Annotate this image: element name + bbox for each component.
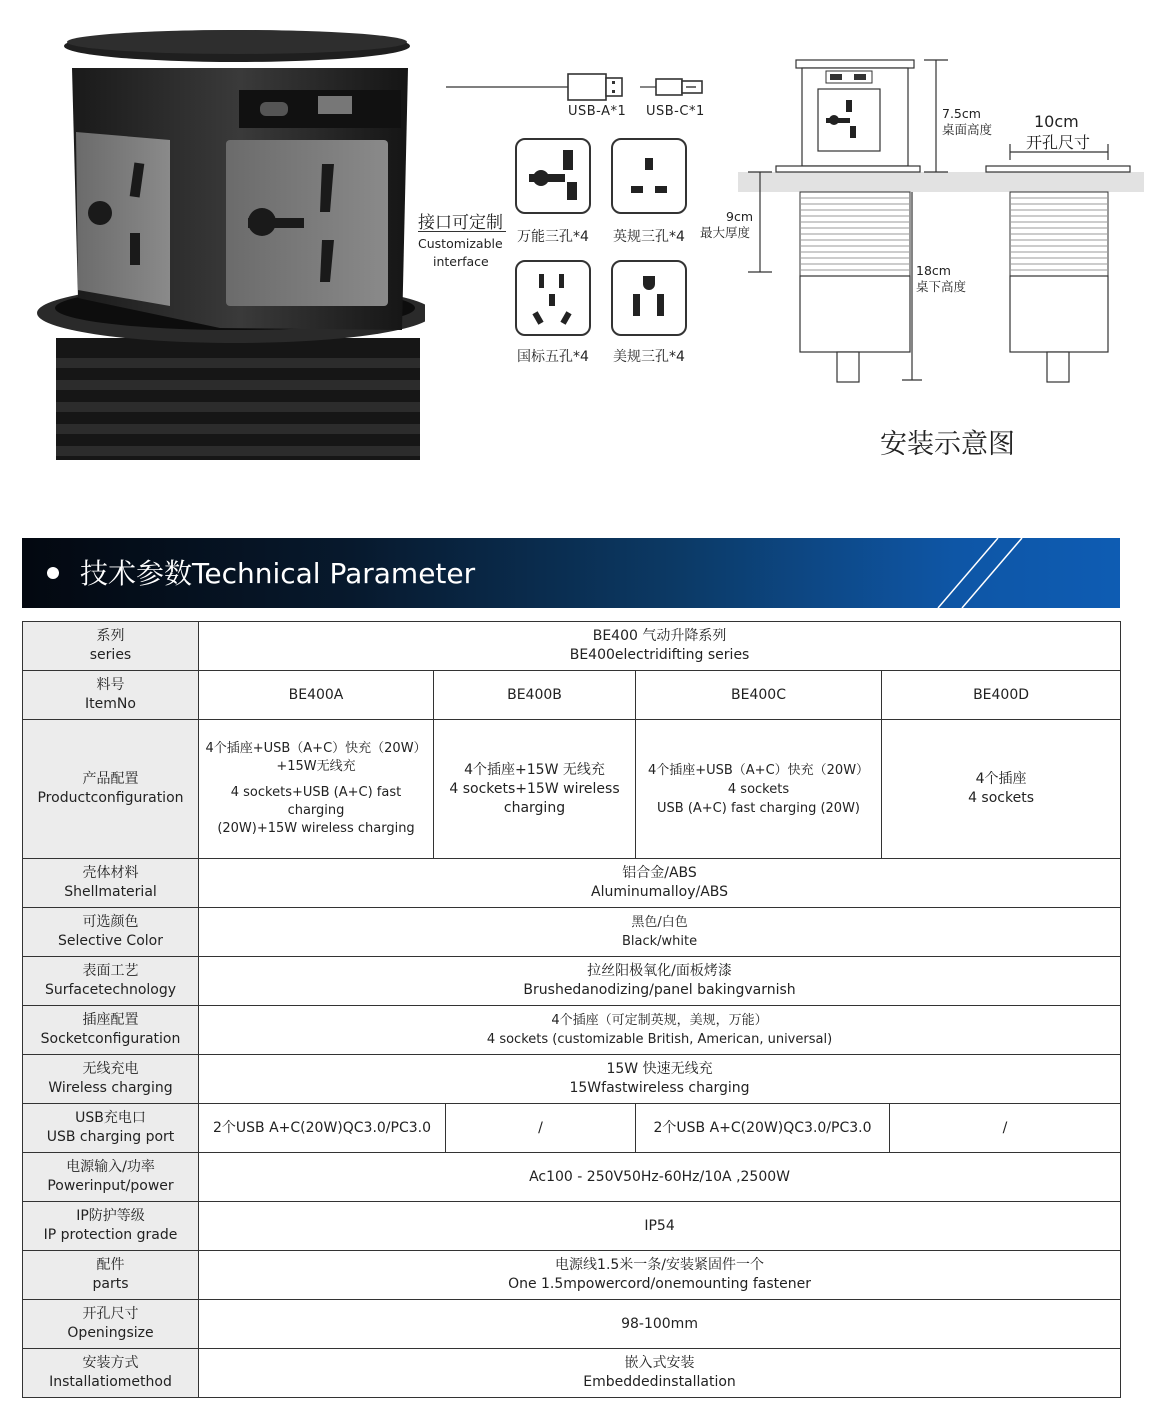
british-socket-icon bbox=[611, 138, 687, 214]
american-socket-icon bbox=[611, 260, 687, 336]
dim-9-label: 最大厚度 bbox=[700, 225, 751, 240]
usb-b: / bbox=[446, 1104, 636, 1153]
table-row bbox=[23, 720, 1121, 859]
usb-c-label: USB-C*1 bbox=[646, 104, 705, 119]
installation-caption: 安装示意图 bbox=[880, 429, 1015, 460]
spec-table bbox=[22, 621, 1121, 1398]
row-label-socket-config: 插座配置 Socketconfiguration bbox=[23, 1006, 199, 1055]
socket-label-american: 美规三孔*4 bbox=[613, 349, 685, 365]
dim-18-value: 18cm bbox=[916, 263, 951, 278]
table-row bbox=[23, 1104, 1121, 1153]
customizable-en-1: Customizable bbox=[418, 236, 503, 251]
color-value: 黑色/白色 Black/white bbox=[199, 908, 1121, 957]
item-no-b: BE400B bbox=[434, 671, 636, 720]
item-no-a: BE400A bbox=[199, 671, 434, 720]
table-row bbox=[23, 1349, 1121, 1398]
row-label-item-no: 料号 ItemNo bbox=[23, 671, 199, 720]
table-row bbox=[23, 1300, 1121, 1349]
installation-diagram bbox=[738, 56, 1144, 386]
table-row bbox=[23, 1055, 1121, 1104]
section-banner bbox=[22, 538, 1120, 608]
table-row bbox=[23, 957, 1121, 1006]
dim-9-value: 9cm bbox=[726, 209, 754, 224]
banner-slash-decoration bbox=[932, 538, 1052, 608]
socket-label-british: 英规三孔*4 bbox=[613, 229, 685, 245]
item-no-d: BE400D bbox=[882, 671, 1121, 720]
row-label-wireless: 无线充电 Wireless charging bbox=[23, 1055, 199, 1104]
opening-value: 98-100mm bbox=[199, 1300, 1121, 1349]
dim-7-5-value: 7.5cm bbox=[942, 106, 981, 121]
config-a: 4个插座+USB（A+C）快充（20W） +15W无线充 4 sockets+USB (A+C) fast charging (20W)+15W wireless charging bbox=[199, 720, 434, 859]
wireless-value: 15W 快速无线充 15Wfastwireless charging bbox=[199, 1055, 1121, 1104]
config-c: 4个插座+USB（A+C）快充（20W） 4 sockets USB (A+C) fast charging (20W) bbox=[636, 720, 882, 859]
table-row bbox=[23, 1006, 1121, 1055]
config-d: 4个插座 4 sockets bbox=[882, 720, 1121, 859]
table-row bbox=[23, 1251, 1121, 1300]
chinese-five-hole-socket-icon bbox=[515, 260, 591, 336]
row-label-surface: 表面工艺 Surfacetechnology bbox=[23, 957, 199, 1006]
row-label-config: 产品配置 Productconfiguration bbox=[23, 720, 199, 859]
socket-config-value: 4个插座（可定制英规，美规，万能） 4 sockets (customizable British, American, universal) bbox=[199, 1006, 1121, 1055]
table-row bbox=[23, 1153, 1121, 1202]
socket-label-universal: 万能三孔*4 bbox=[517, 229, 589, 245]
dim-10-label: 开孔尺寸 bbox=[1026, 133, 1091, 152]
row-label-series: 系列 series bbox=[23, 622, 199, 671]
customizable-en-2: interface bbox=[433, 254, 489, 269]
row-label-power: 电源输入/功率 Powerinput/power bbox=[23, 1153, 199, 1202]
config-b: 4个插座+15W 无线充 4 sockets+15W wireless charging bbox=[434, 720, 636, 859]
banner-title: 技术参数Technical Parameter bbox=[80, 557, 476, 590]
row-label-shell: 壳体材料 Shellmaterial bbox=[23, 859, 199, 908]
universal-socket-icon bbox=[515, 138, 591, 214]
ip-value: IP54 bbox=[199, 1202, 1121, 1251]
table-row bbox=[23, 908, 1121, 957]
product-photo bbox=[30, 28, 425, 462]
row-label-usb: USB充电口 USB charging port bbox=[23, 1104, 199, 1153]
parts-value: 电源线1.5米一条/安装紧固件一个 One 1.5mpowercord/onemounting fastener bbox=[199, 1251, 1121, 1300]
dim-10-value: 10cm bbox=[1034, 112, 1079, 131]
series-value: BE400 气动升降系列 BE400electridifting series bbox=[199, 622, 1121, 671]
usb-a: 2个USB A+C(20W)QC3.0/PC3.0 bbox=[199, 1104, 446, 1153]
item-no-c: BE400C bbox=[636, 671, 882, 720]
dim-7-5-label: 桌面高度 bbox=[942, 122, 993, 137]
socket-label-chinese: 国标五孔*4 bbox=[517, 349, 589, 365]
bullet-dot bbox=[47, 567, 59, 579]
row-label-ip: IP防护等级 IP protection grade bbox=[23, 1202, 199, 1251]
table-row bbox=[23, 1202, 1121, 1251]
row-label-install: 安装方式 Installatiomethod bbox=[23, 1349, 199, 1398]
usb-connectors-drawing bbox=[446, 70, 710, 104]
usb-a-label: USB-A*1 bbox=[568, 104, 627, 119]
table-row bbox=[23, 859, 1121, 908]
surface-value: 拉丝阳极氧化/面板烤漆 Brushedanodizing/panel bakingvarnish bbox=[199, 957, 1121, 1006]
divider bbox=[418, 231, 506, 232]
row-label-opening: 开孔尺寸 Openingsize bbox=[23, 1300, 199, 1349]
power-value: Ac100 - 250V50Hz-60Hz/10A ,2500W bbox=[199, 1153, 1121, 1202]
customizable-cn: 接口可定制 bbox=[418, 213, 503, 233]
table-row bbox=[23, 622, 1121, 671]
table-row bbox=[23, 671, 1121, 720]
row-label-parts: 配件 parts bbox=[23, 1251, 199, 1300]
shell-value: 铝合金/ABS Aluminumalloy/ABS bbox=[199, 859, 1121, 908]
install-value: 嵌入式安装 Embeddedinstallation bbox=[199, 1349, 1121, 1398]
dim-18-label: 桌下高度 bbox=[916, 279, 967, 294]
usb-c: 2个USB A+C(20W)QC3.0/PC3.0 bbox=[636, 1104, 890, 1153]
row-label-color: 可选颜色 Selective Color bbox=[23, 908, 199, 957]
usb-d: / bbox=[890, 1104, 1121, 1153]
